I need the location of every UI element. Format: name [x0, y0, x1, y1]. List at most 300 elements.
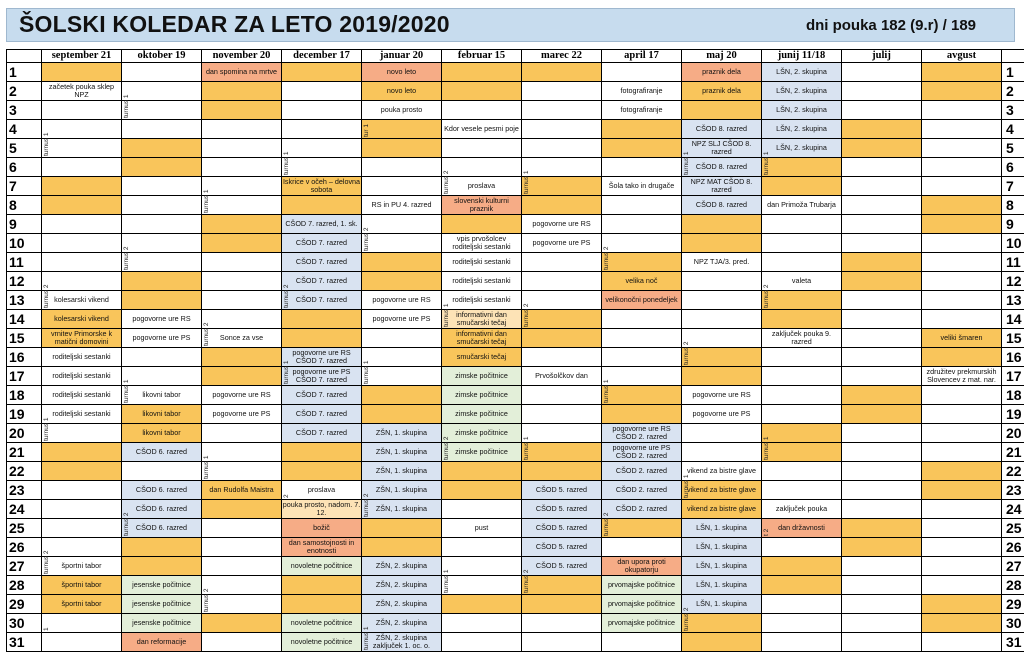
- event-cell[interactable]: CŠOD 5. razred: [522, 538, 602, 557]
- event-cell[interactable]: pogovorne ure PS: [682, 405, 762, 424]
- day-cell[interactable]: [202, 462, 282, 481]
- day-cell[interactable]: [202, 519, 282, 538]
- day-cell[interactable]: [42, 500, 122, 519]
- day-cell[interactable]: [202, 272, 282, 291]
- day-cell[interactable]: [202, 177, 282, 196]
- day-cell[interactable]: [522, 120, 602, 139]
- day-cell[interactable]: [682, 310, 762, 329]
- event-cell[interactable]: CŠOD 6. razred: [122, 519, 202, 538]
- day-cell[interactable]: [842, 614, 922, 633]
- day-cell[interactable]: [442, 481, 522, 500]
- event-cell[interactable]: pust: [442, 519, 522, 538]
- day-cell[interactable]: [602, 63, 682, 82]
- event-cell[interactable]: roditeljski sestanki: [42, 405, 122, 424]
- event-cell[interactable]: LŠN, 1. skupina: [682, 595, 762, 614]
- day-cell[interactable]: [42, 462, 122, 481]
- day-cell[interactable]: [922, 519, 1002, 538]
- day-cell[interactable]: [922, 405, 1002, 424]
- event-cell[interactable]: kolesarski vikend: [42, 291, 122, 310]
- event-cell[interactable]: pogovorne ure RS: [682, 386, 762, 405]
- day-cell[interactable]: [842, 139, 922, 158]
- day-cell[interactable]: [602, 348, 682, 367]
- day-cell[interactable]: [602, 310, 682, 329]
- day-cell[interactable]: [522, 196, 602, 215]
- day-cell[interactable]: [202, 557, 282, 576]
- day-cell[interactable]: [442, 633, 522, 652]
- day-cell[interactable]: [522, 253, 602, 272]
- day-cell[interactable]: [602, 538, 682, 557]
- day-cell[interactable]: [362, 120, 442, 139]
- event-cell[interactable]: ZŠN, 2. skupina: [362, 614, 442, 633]
- day-cell[interactable]: [282, 139, 362, 158]
- day-cell[interactable]: [122, 272, 202, 291]
- event-cell[interactable]: CŠOD 2. razred: [602, 500, 682, 519]
- day-cell[interactable]: [602, 367, 682, 386]
- day-cell[interactable]: [922, 595, 1002, 614]
- day-cell[interactable]: [522, 386, 602, 405]
- event-cell[interactable]: dan reformacije: [122, 633, 202, 652]
- event-cell[interactable]: roditeljski sestanki: [42, 348, 122, 367]
- event-cell[interactable]: Kdor vesele pesmi poje: [442, 120, 522, 139]
- day-cell[interactable]: [922, 253, 1002, 272]
- event-cell[interactable]: ZŠN, 1. skupina: [362, 500, 442, 519]
- day-cell[interactable]: [282, 196, 362, 215]
- day-cell[interactable]: [842, 82, 922, 101]
- day-cell[interactable]: [842, 443, 922, 462]
- day-cell[interactable]: [202, 101, 282, 120]
- day-cell[interactable]: [762, 576, 842, 595]
- day-cell[interactable]: [522, 310, 602, 329]
- day-cell[interactable]: [762, 462, 842, 481]
- event-cell[interactable]: LŠN, 1. skupina: [682, 576, 762, 595]
- day-cell[interactable]: [922, 348, 1002, 367]
- day-cell[interactable]: [42, 538, 122, 557]
- day-cell[interactable]: [362, 386, 442, 405]
- day-cell[interactable]: [362, 329, 442, 348]
- day-cell[interactable]: [362, 348, 442, 367]
- day-cell[interactable]: [602, 196, 682, 215]
- event-cell[interactable]: likovni tabor: [122, 405, 202, 424]
- day-cell[interactable]: [762, 481, 842, 500]
- event-cell[interactable]: vpis prvošolcev roditeljski sestanki: [442, 234, 522, 253]
- day-cell[interactable]: [842, 234, 922, 253]
- day-cell[interactable]: [602, 158, 682, 177]
- event-cell[interactable]: prvomajske počitnice: [602, 614, 682, 633]
- day-cell[interactable]: [122, 348, 202, 367]
- event-cell[interactable]: novoletne počitnice: [282, 633, 362, 652]
- event-cell[interactable]: informativni dan smučarski tečaj: [442, 329, 522, 348]
- event-cell[interactable]: združitev prekmurskih Slovencev z mat. nar.: [922, 367, 1002, 386]
- event-cell[interactable]: LŠN, 1. skupina: [682, 557, 762, 576]
- day-cell[interactable]: [122, 82, 202, 101]
- event-cell[interactable]: CŠOD 7. razred: [282, 405, 362, 424]
- day-cell[interactable]: [602, 519, 682, 538]
- day-cell[interactable]: [602, 139, 682, 158]
- day-cell[interactable]: [42, 120, 122, 139]
- day-cell[interactable]: [522, 63, 602, 82]
- event-cell[interactable]: smučarski tečaj: [442, 348, 522, 367]
- day-cell[interactable]: [202, 348, 282, 367]
- event-cell[interactable]: zaključek pouka: [762, 500, 842, 519]
- day-cell[interactable]: [122, 101, 202, 120]
- day-cell[interactable]: [122, 557, 202, 576]
- event-cell[interactable]: ZŠN, 2. skupina: [362, 557, 442, 576]
- event-cell[interactable]: likovni tabor: [122, 424, 202, 443]
- day-cell[interactable]: [122, 462, 202, 481]
- day-cell[interactable]: [522, 101, 602, 120]
- event-cell[interactable]: veliki šmaren: [922, 329, 1002, 348]
- event-cell[interactable]: ZŠN, 2. skupina: [362, 595, 442, 614]
- event-cell[interactable]: CŠOD 2. razred: [602, 481, 682, 500]
- event-cell[interactable]: zaključek pouka 9. razred: [762, 329, 842, 348]
- event-cell[interactable]: LŠN, 2. skupina: [762, 139, 842, 158]
- event-cell[interactable]: pogovorne ure PS CŠOD 2. razred: [602, 443, 682, 462]
- event-cell[interactable]: Šola tako in drugače: [602, 177, 682, 196]
- day-cell[interactable]: [522, 462, 602, 481]
- event-cell[interactable]: roditeljski sestanki: [42, 367, 122, 386]
- day-cell[interactable]: [122, 538, 202, 557]
- event-cell[interactable]: NPZ TJA/3. pred.: [682, 253, 762, 272]
- day-cell[interactable]: [762, 310, 842, 329]
- day-cell[interactable]: [522, 576, 602, 595]
- event-cell[interactable]: NPZ SLJ CŠOD 8. razred: [682, 139, 762, 158]
- event-cell[interactable]: zimske počitnice: [442, 405, 522, 424]
- day-cell[interactable]: [922, 614, 1002, 633]
- day-cell[interactable]: [762, 367, 842, 386]
- day-cell[interactable]: [442, 538, 522, 557]
- day-cell[interactable]: [842, 462, 922, 481]
- day-cell[interactable]: [442, 595, 522, 614]
- event-cell[interactable]: dan upora proti okupatorju: [602, 557, 682, 576]
- event-cell[interactable]: LŠN, 1. skupina: [682, 538, 762, 557]
- event-cell[interactable]: CŠOD 5. razred: [522, 557, 602, 576]
- event-cell[interactable]: Sonce za vse: [202, 329, 282, 348]
- day-cell[interactable]: [282, 595, 362, 614]
- day-cell[interactable]: [682, 633, 762, 652]
- day-cell[interactable]: [922, 120, 1002, 139]
- event-cell[interactable]: velikonočni ponedeljek: [602, 291, 682, 310]
- event-cell[interactable]: začetek pouka sklep NPZ: [42, 82, 122, 101]
- event-cell[interactable]: roditeljski sestanki: [442, 272, 522, 291]
- day-cell[interactable]: [602, 633, 682, 652]
- day-cell[interactable]: [922, 633, 1002, 652]
- event-cell[interactable]: CŠOD 5. razred: [522, 481, 602, 500]
- day-cell[interactable]: [922, 443, 1002, 462]
- day-cell[interactable]: [282, 576, 362, 595]
- day-cell[interactable]: [122, 139, 202, 158]
- day-cell[interactable]: [42, 481, 122, 500]
- day-cell[interactable]: [202, 500, 282, 519]
- day-cell[interactable]: [362, 177, 442, 196]
- day-cell[interactable]: [682, 234, 762, 253]
- event-cell[interactable]: pogovorne ure PS: [202, 405, 282, 424]
- day-cell[interactable]: [202, 196, 282, 215]
- day-cell[interactable]: [522, 424, 602, 443]
- day-cell[interactable]: [202, 595, 282, 614]
- day-cell[interactable]: [522, 158, 602, 177]
- event-cell[interactable]: ZŠN, 1. skupina: [362, 481, 442, 500]
- day-cell[interactable]: [682, 215, 762, 234]
- day-cell[interactable]: [442, 101, 522, 120]
- event-cell[interactable]: zimske počitnice: [442, 386, 522, 405]
- day-cell[interactable]: [922, 196, 1002, 215]
- event-cell[interactable]: pogovorne ure RS CŠOD 7. razred: [282, 348, 362, 367]
- day-cell[interactable]: [202, 158, 282, 177]
- event-cell[interactable]: LŠN, 2. skupina: [762, 63, 842, 82]
- day-cell[interactable]: [842, 291, 922, 310]
- day-cell[interactable]: [282, 462, 362, 481]
- day-cell[interactable]: [42, 443, 122, 462]
- event-cell[interactable]: CŠOD 7. razred: [282, 291, 362, 310]
- event-cell[interactable]: božič: [282, 519, 362, 538]
- event-cell[interactable]: CŠOD 8. razred: [682, 158, 762, 177]
- day-cell[interactable]: [922, 557, 1002, 576]
- event-cell[interactable]: zimske počitnice: [442, 424, 522, 443]
- day-cell[interactable]: [202, 310, 282, 329]
- event-cell[interactable]: roditeljski sestanki: [42, 386, 122, 405]
- event-cell[interactable]: pogovorne ure RS: [522, 215, 602, 234]
- day-cell[interactable]: [762, 557, 842, 576]
- event-cell[interactable]: novoletne počitnice: [282, 614, 362, 633]
- day-cell[interactable]: [362, 538, 442, 557]
- day-cell[interactable]: [122, 253, 202, 272]
- day-cell[interactable]: [922, 538, 1002, 557]
- day-cell[interactable]: [442, 82, 522, 101]
- day-cell[interactable]: [362, 519, 442, 538]
- event-cell[interactable]: jesenske počitnice: [122, 576, 202, 595]
- event-cell[interactable]: LŠN, 2. skupina: [762, 101, 842, 120]
- day-cell[interactable]: [922, 500, 1002, 519]
- day-cell[interactable]: [202, 82, 282, 101]
- event-cell[interactable]: ZŠN, 1. skupina: [362, 424, 442, 443]
- day-cell[interactable]: [602, 405, 682, 424]
- event-cell[interactable]: pouka prosto: [362, 101, 442, 120]
- day-cell[interactable]: [842, 424, 922, 443]
- event-cell[interactable]: športni tabor: [42, 557, 122, 576]
- event-cell[interactable]: proslava: [282, 481, 362, 500]
- event-cell[interactable]: jesenske počitnice: [122, 614, 202, 633]
- day-cell[interactable]: [522, 82, 602, 101]
- day-cell[interactable]: [842, 329, 922, 348]
- event-cell[interactable]: valeta: [762, 272, 842, 291]
- day-cell[interactable]: [522, 348, 602, 367]
- day-cell[interactable]: [362, 367, 442, 386]
- day-cell[interactable]: [762, 234, 842, 253]
- day-cell[interactable]: [762, 386, 842, 405]
- day-cell[interactable]: [842, 367, 922, 386]
- day-cell[interactable]: [122, 215, 202, 234]
- day-cell[interactable]: [842, 101, 922, 120]
- day-cell[interactable]: [122, 196, 202, 215]
- day-cell[interactable]: [842, 253, 922, 272]
- event-cell[interactable]: CŠOD 7. razred: [282, 253, 362, 272]
- day-cell[interactable]: [762, 291, 842, 310]
- day-cell[interactable]: [762, 177, 842, 196]
- day-cell[interactable]: [522, 595, 602, 614]
- event-cell[interactable]: fotografiranje: [602, 101, 682, 120]
- day-cell[interactable]: [442, 500, 522, 519]
- event-cell[interactable]: ZŠN, 2. skupina zaključek 1. oc. o.: [362, 633, 442, 652]
- day-cell[interactable]: [42, 139, 122, 158]
- event-cell[interactable]: ZŠN, 1. skupina: [362, 443, 442, 462]
- day-cell[interactable]: [362, 272, 442, 291]
- day-cell[interactable]: [442, 576, 522, 595]
- day-cell[interactable]: [922, 63, 1002, 82]
- day-cell[interactable]: [522, 614, 602, 633]
- day-cell[interactable]: [282, 101, 362, 120]
- day-cell[interactable]: [842, 405, 922, 424]
- event-cell[interactable]: pogovorne ure RS: [202, 386, 282, 405]
- day-cell[interactable]: [842, 272, 922, 291]
- day-cell[interactable]: [282, 82, 362, 101]
- day-cell[interactable]: [842, 63, 922, 82]
- event-cell[interactable]: vikend za bistre glave: [682, 500, 762, 519]
- day-cell[interactable]: [202, 538, 282, 557]
- day-cell[interactable]: [42, 614, 122, 633]
- day-cell[interactable]: [282, 63, 362, 82]
- event-cell[interactable]: CŠOD 5. razred: [522, 519, 602, 538]
- event-cell[interactable]: ZŠN, 1. skupina: [362, 462, 442, 481]
- day-cell[interactable]: [762, 253, 842, 272]
- event-cell[interactable]: velika noč: [602, 272, 682, 291]
- day-cell[interactable]: [922, 386, 1002, 405]
- day-cell[interactable]: [842, 519, 922, 538]
- day-cell[interactable]: [442, 614, 522, 633]
- day-cell[interactable]: [442, 462, 522, 481]
- event-cell[interactable]: pogovorne ure RS: [122, 310, 202, 329]
- day-cell[interactable]: [922, 158, 1002, 177]
- day-cell[interactable]: [922, 291, 1002, 310]
- day-cell[interactable]: [842, 158, 922, 177]
- day-cell[interactable]: [922, 215, 1002, 234]
- event-cell[interactable]: vrnitev Primorske k matični domovini: [42, 329, 122, 348]
- event-cell[interactable]: RS in PU 4. razred: [362, 196, 442, 215]
- day-cell[interactable]: [762, 405, 842, 424]
- day-cell[interactable]: [122, 120, 202, 139]
- day-cell[interactable]: [922, 234, 1002, 253]
- day-cell[interactable]: [42, 101, 122, 120]
- day-cell[interactable]: [922, 139, 1002, 158]
- event-cell[interactable]: pogovorne ure PS: [522, 234, 602, 253]
- event-cell[interactable]: novo leto: [362, 82, 442, 101]
- day-cell[interactable]: [522, 272, 602, 291]
- day-cell[interactable]: [522, 443, 602, 462]
- day-cell[interactable]: [682, 614, 762, 633]
- day-cell[interactable]: [842, 348, 922, 367]
- day-cell[interactable]: [522, 139, 602, 158]
- day-cell[interactable]: [202, 614, 282, 633]
- event-cell[interactable]: LŠN, 2. skupina: [762, 82, 842, 101]
- day-cell[interactable]: [202, 576, 282, 595]
- event-cell[interactable]: novo leto: [362, 63, 442, 82]
- day-cell[interactable]: [42, 196, 122, 215]
- day-cell[interactable]: [602, 329, 682, 348]
- day-cell[interactable]: [42, 177, 122, 196]
- day-cell[interactable]: [602, 386, 682, 405]
- day-cell[interactable]: [202, 367, 282, 386]
- day-cell[interactable]: [202, 139, 282, 158]
- day-cell[interactable]: [202, 120, 282, 139]
- day-cell[interactable]: [42, 633, 122, 652]
- day-cell[interactable]: [122, 234, 202, 253]
- day-cell[interactable]: [42, 215, 122, 234]
- day-cell[interactable]: [442, 139, 522, 158]
- day-cell[interactable]: [122, 291, 202, 310]
- event-cell[interactable]: dan Rudolfa Maistra: [202, 481, 282, 500]
- day-cell[interactable]: [442, 63, 522, 82]
- event-cell[interactable]: CŠOD 6. razred: [122, 500, 202, 519]
- day-cell[interactable]: [842, 177, 922, 196]
- day-cell[interactable]: [762, 538, 842, 557]
- event-cell[interactable]: likovni tabor: [122, 386, 202, 405]
- event-cell[interactable]: CŠOD 6. razred: [122, 481, 202, 500]
- day-cell[interactable]: [682, 348, 762, 367]
- event-cell[interactable]: pogovorne ure PS: [362, 310, 442, 329]
- event-cell[interactable]: dan samostojnosti in enotnosti: [282, 538, 362, 557]
- day-cell[interactable]: [362, 215, 442, 234]
- event-cell[interactable]: kolesarski vikend: [42, 310, 122, 329]
- day-cell[interactable]: [682, 443, 762, 462]
- day-cell[interactable]: [842, 633, 922, 652]
- day-cell[interactable]: [602, 234, 682, 253]
- event-cell[interactable]: fotografiranje: [602, 82, 682, 101]
- day-cell[interactable]: [122, 177, 202, 196]
- day-cell[interactable]: [762, 595, 842, 614]
- event-cell[interactable]: praznik dela: [682, 82, 762, 101]
- event-cell[interactable]: proslava: [442, 177, 522, 196]
- event-cell[interactable]: LŠN, 1. skupina: [682, 519, 762, 538]
- day-cell[interactable]: [202, 291, 282, 310]
- day-cell[interactable]: [762, 424, 842, 443]
- day-cell[interactable]: [842, 557, 922, 576]
- day-cell[interactable]: [842, 196, 922, 215]
- day-cell[interactable]: [922, 101, 1002, 120]
- day-cell[interactable]: [682, 329, 762, 348]
- day-cell[interactable]: [922, 82, 1002, 101]
- day-cell[interactable]: [282, 310, 362, 329]
- day-cell[interactable]: [762, 614, 842, 633]
- day-cell[interactable]: [362, 139, 442, 158]
- day-cell[interactable]: [42, 253, 122, 272]
- day-cell[interactable]: [842, 310, 922, 329]
- day-cell[interactable]: [282, 329, 362, 348]
- day-cell[interactable]: [762, 633, 842, 652]
- day-cell[interactable]: [922, 272, 1002, 291]
- event-cell[interactable]: CŠOD 8. razred: [682, 120, 762, 139]
- event-cell[interactable]: CŠOD 7. razred: [282, 386, 362, 405]
- day-cell[interactable]: [842, 595, 922, 614]
- day-cell[interactable]: [762, 158, 842, 177]
- day-cell[interactable]: [842, 120, 922, 139]
- event-cell[interactable]: slovenski kulturni praznik: [442, 196, 522, 215]
- event-cell[interactable]: Prvošolčkov dan: [522, 367, 602, 386]
- day-cell[interactable]: [922, 481, 1002, 500]
- day-cell[interactable]: [762, 443, 842, 462]
- event-cell[interactable]: pogovorne ure PS CŠOD 7. razred: [282, 367, 362, 386]
- day-cell[interactable]: [842, 215, 922, 234]
- day-cell[interactable]: [362, 158, 442, 177]
- event-cell[interactable]: športni tabor: [42, 595, 122, 614]
- day-cell[interactable]: [762, 215, 842, 234]
- day-cell[interactable]: [682, 291, 762, 310]
- event-cell[interactable]: dan spomina na mrtve: [202, 63, 282, 82]
- day-cell[interactable]: [202, 424, 282, 443]
- event-cell[interactable]: ZŠN, 2. skupina: [362, 576, 442, 595]
- day-cell[interactable]: [42, 234, 122, 253]
- event-cell[interactable]: roditeljski sestanki: [442, 291, 522, 310]
- day-cell[interactable]: [202, 443, 282, 462]
- day-cell[interactable]: [42, 424, 122, 443]
